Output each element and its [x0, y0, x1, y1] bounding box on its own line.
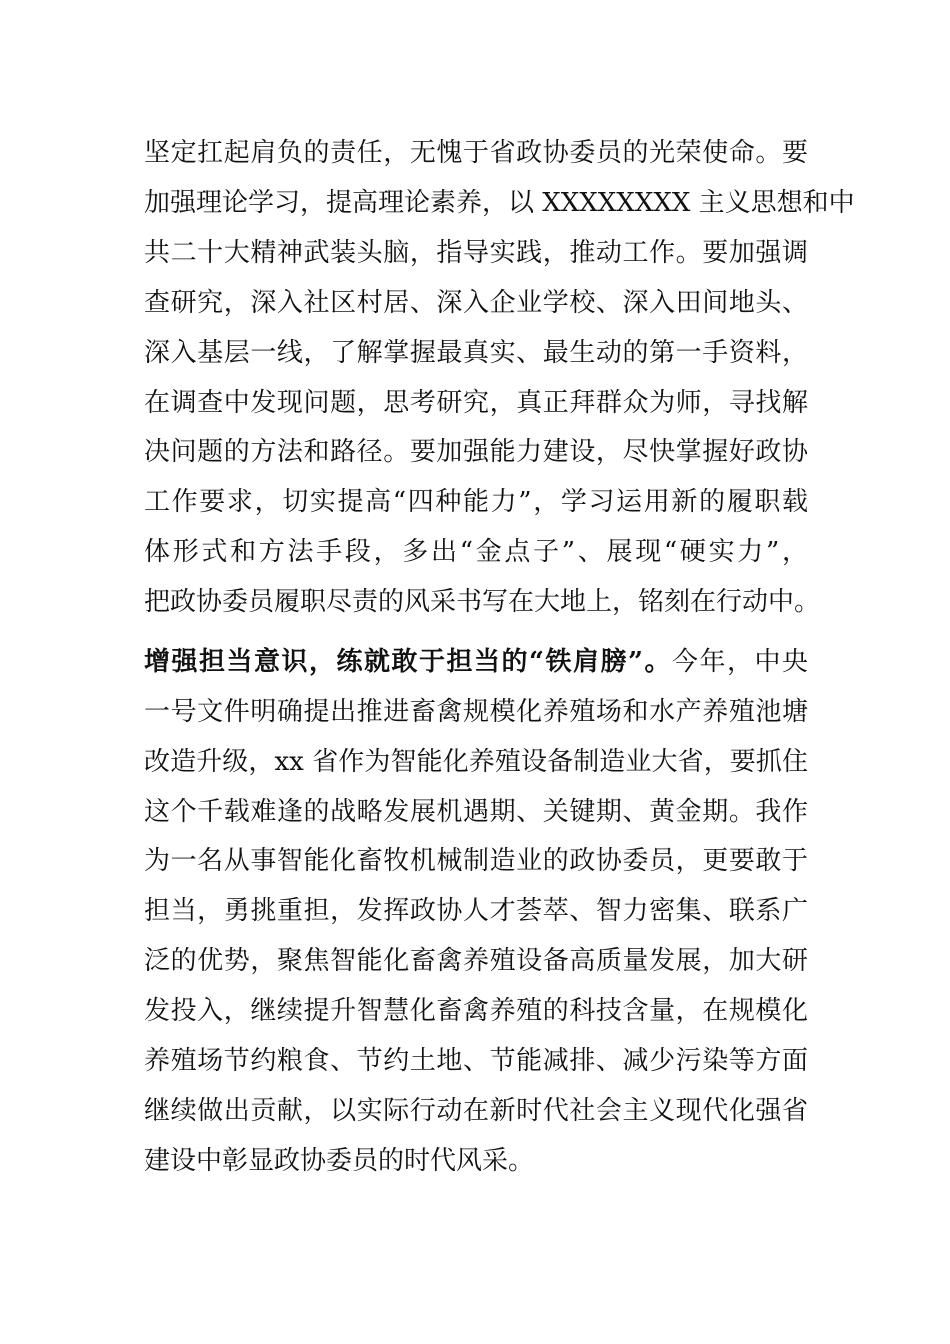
paragraph1-line: 体形式和方法手段，多出“金点子”、展现“硬实力”， [144, 537, 808, 567]
paragraph2-line: 为一名从事智能化畜牧机械制造业的政协委员，更要敢于 [144, 846, 808, 876]
paragraph2-line: 改造升级，xx 省作为智能化养殖设备制造业大省，要抓住 [144, 747, 808, 777]
paragraph1-line: 决问题的方法和路径。要加强能力建设，尽快掌握好政协 [144, 437, 808, 467]
paragraph1-line: 把政协委员履职尽责的风采书写在大地上，铭刻在行动中。 [144, 587, 821, 617]
paragraph1-line: 坚定扛起肩负的责任，无愧于省政协委员的光荣使命。要 [144, 138, 808, 168]
paragraph1-line: 加强理论学习，提高理论素养，以 XXXXXXXX 主义思想和中 [144, 188, 855, 218]
paragraph2-line: 担当，勇挑重担，发挥政协人才荟萃、智力密集、联系广 [144, 896, 808, 926]
paragraph2-line: 发投入，继续提升智慧化畜禽养殖的科技含量，在规模化 [144, 996, 808, 1026]
paragraph1-line: 深入基层一线，了解掌握最真实、最生动的第一手资料， [144, 338, 808, 368]
paragraph1-line: 查研究，深入社区村居、深入企业学校、深入田间地头、 [144, 288, 808, 318]
paragraph1-line: 工作要求，切实提高“四种能力”，学习运用新的履职载 [144, 487, 808, 517]
paragraph2-line: 泛的优势，聚焦智能化畜禽养殖设备高质量发展，加大研 [144, 946, 808, 976]
paragraph2-line: 建设中彰显政协委员的时代风采。 [144, 1146, 535, 1176]
paragraph1-line: 共二十大精神武装头脑，指导实践，推动工作。要加强调 [144, 238, 808, 268]
paragraph2-line: 这个千载难逢的战略发展机遇期、关键期、黄金期。我作 [144, 797, 808, 827]
paragraph2-heading: 增强担当意识，练就敢于担当的“铁肩膀”。 [144, 647, 672, 677]
paragraph2-line: 继续做出贡献，以实际行动在新时代社会主义现代化强省 [144, 1096, 808, 1126]
paragraph2-first-line [144, 642, 808, 682]
paragraph2-first-line-text: 今年，中央 [671, 647, 808, 677]
paragraph2-line: 一号文件明确提出推进畜禽规模化养殖场和水产养殖池塘 [144, 697, 808, 727]
paragraph2-line: 养殖场节约粮食、节约土地、节能减排、减少污染等方面 [144, 1046, 808, 1076]
paragraph1-line: 在调查中发现问题，思考研究，真正拜群众为师，寻找解 [144, 388, 808, 418]
